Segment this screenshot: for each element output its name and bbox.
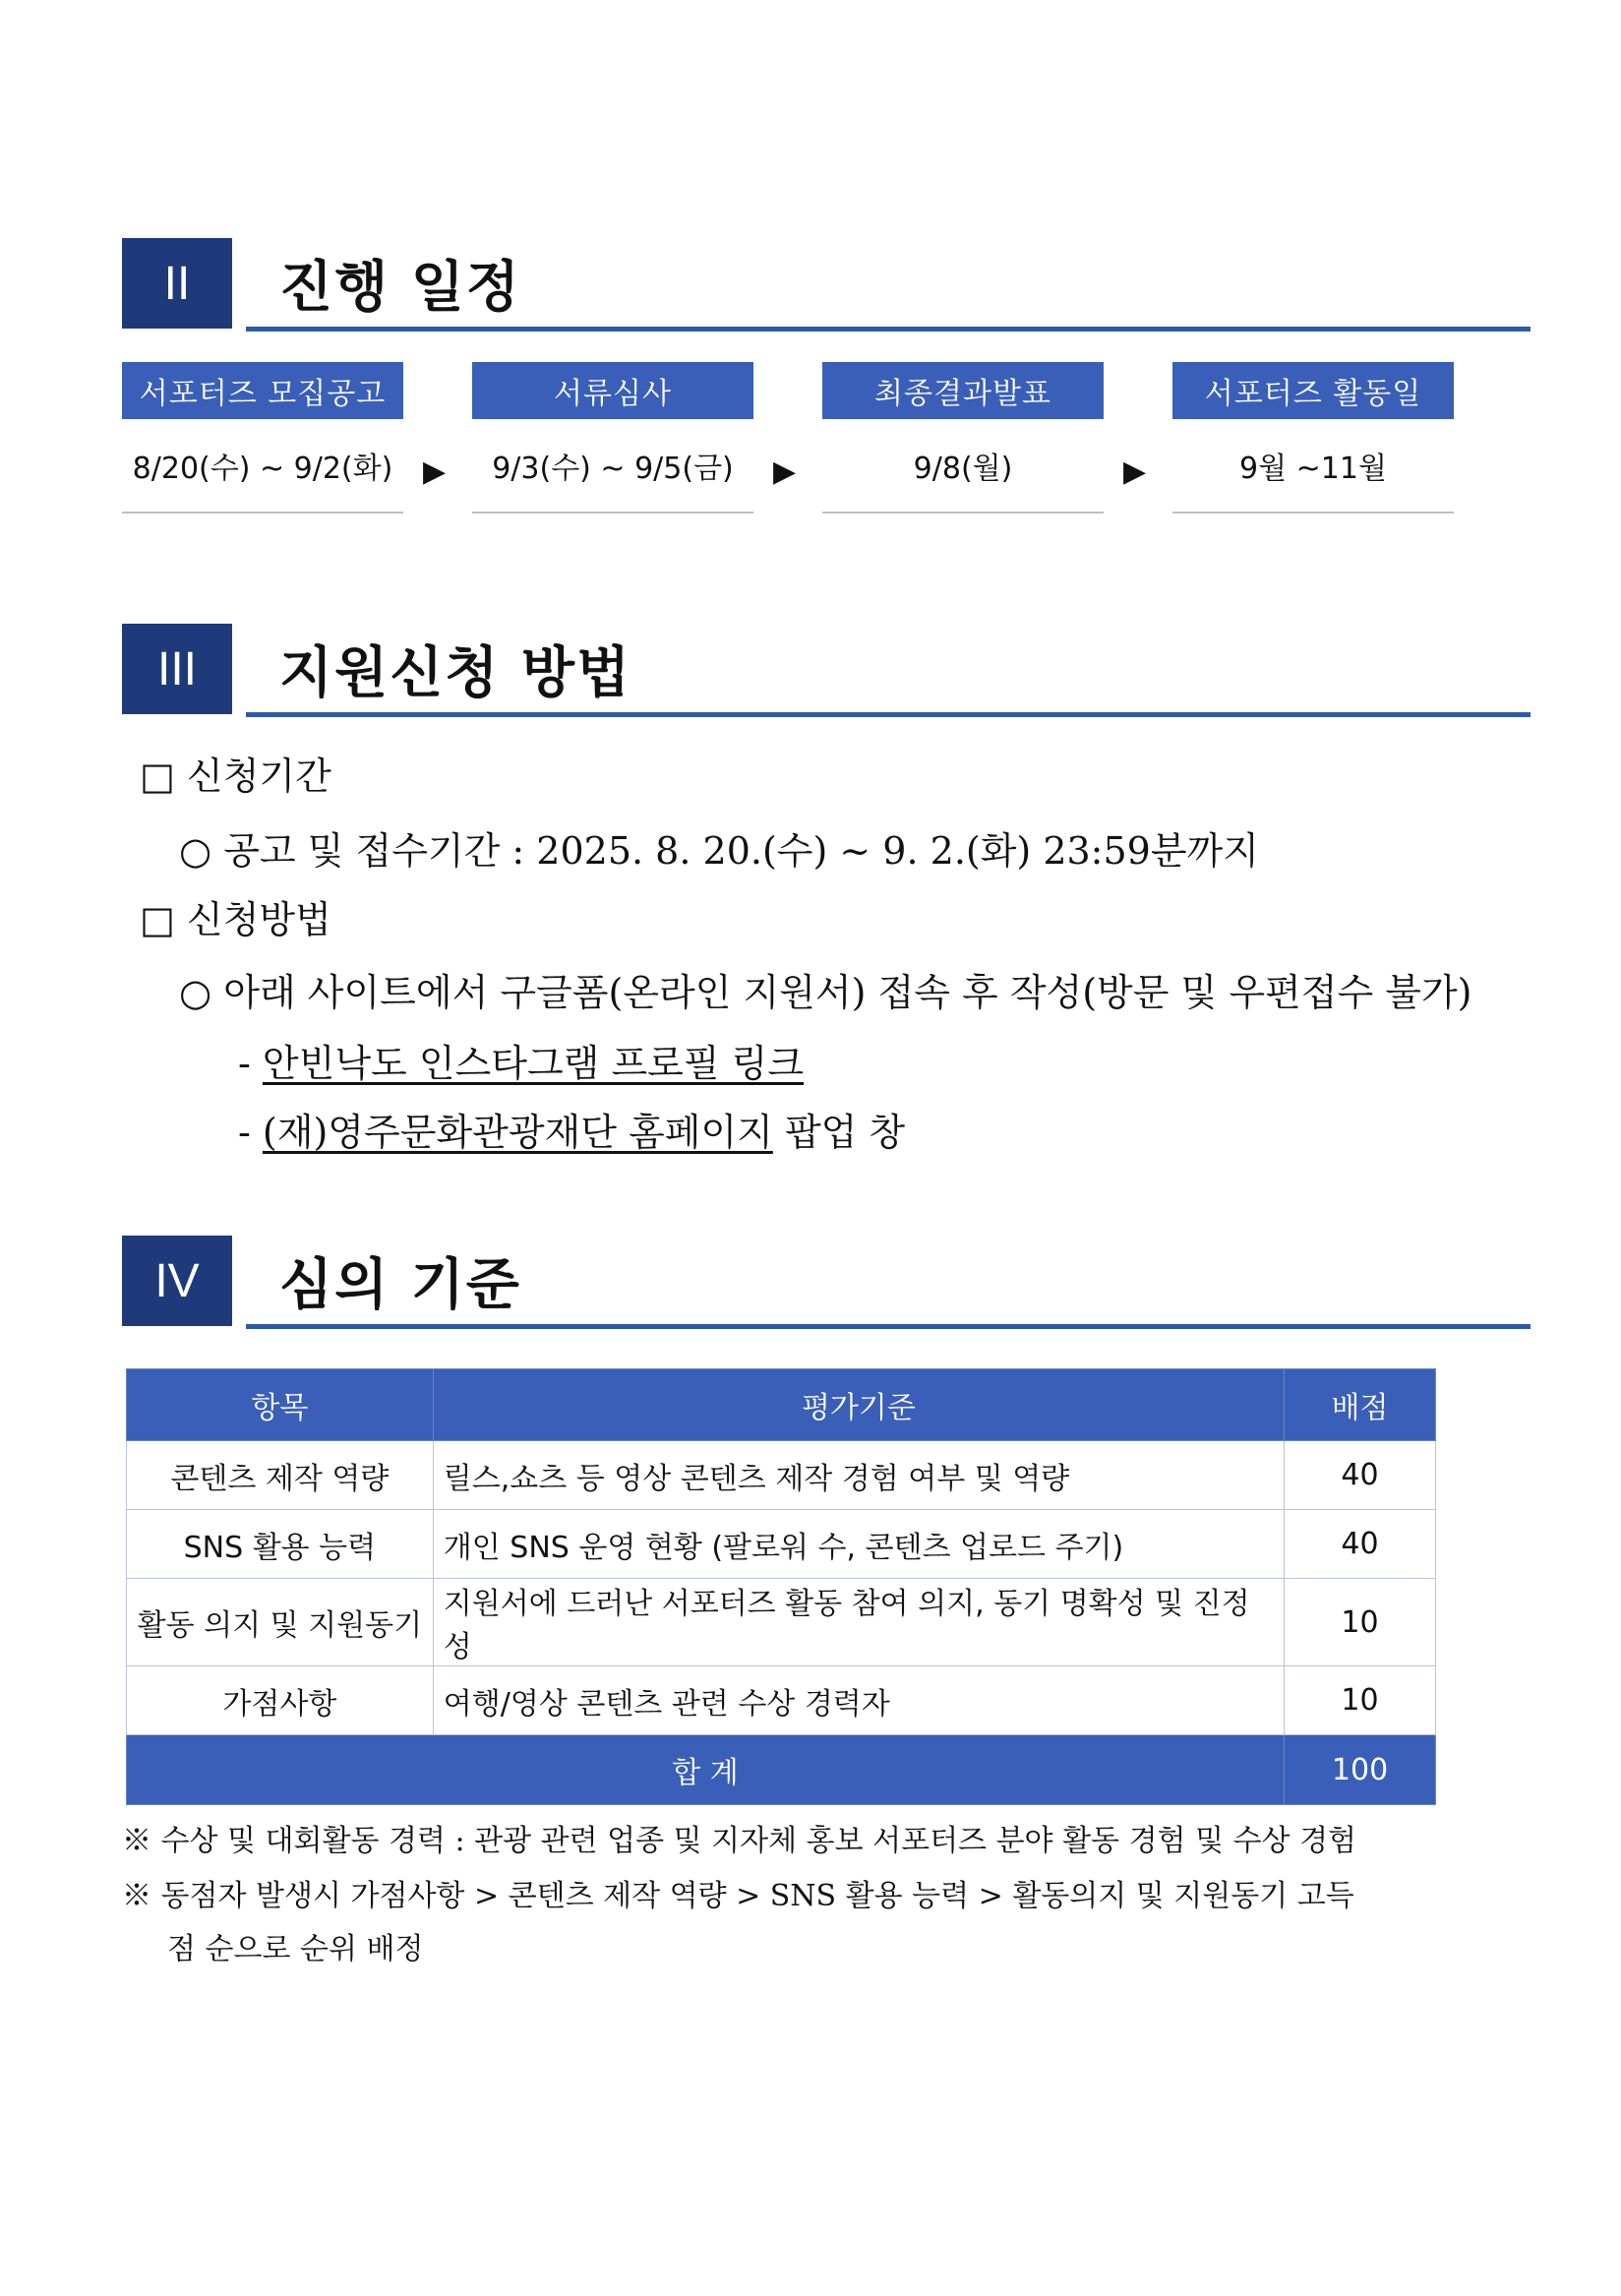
arrow-icon: ▶ bbox=[1123, 454, 1147, 489]
note-awards: ※ 수상 및 대회활동 경력 : 관광 관련 업종 및 지자체 홍보 서포터즈 분야 활동 경험 및 수상 경험 bbox=[122, 1824, 1357, 1858]
row-score: 10 bbox=[1285, 1666, 1436, 1735]
table-total-row bbox=[127, 1735, 1436, 1805]
sub-item-homepage bbox=[238, 1102, 905, 1156]
row-score: 10 bbox=[1285, 1579, 1436, 1666]
arrow-icon: ▶ bbox=[773, 454, 797, 489]
header-score: 배점 bbox=[1285, 1369, 1436, 1441]
schedule-step-2 bbox=[472, 362, 753, 514]
total-label: 합 계 bbox=[127, 1735, 1285, 1805]
popup-suffix: 팝업 창 bbox=[772, 1111, 906, 1154]
section-divider bbox=[246, 327, 1531, 332]
row-score: 40 bbox=[1285, 1510, 1436, 1579]
section-4-header bbox=[122, 1236, 1531, 1334]
row-criteria: 여행/영상 콘텐츠 관련 수상 경력자 bbox=[433, 1666, 1284, 1735]
row-item: 가점사항 bbox=[127, 1666, 434, 1735]
row-score: 40 bbox=[1285, 1441, 1436, 1510]
table-row bbox=[127, 1666, 1436, 1735]
section-title: 심의 기준 bbox=[279, 1253, 521, 1317]
row-item: 활동 의지 및 지원동기 bbox=[127, 1579, 434, 1666]
step-label: 서포터즈 모집공고 bbox=[122, 362, 403, 419]
schedule-step-4 bbox=[1172, 362, 1454, 514]
section-title: 지원신청 방법 bbox=[279, 641, 632, 705]
header-criteria: 평가기준 bbox=[433, 1369, 1284, 1441]
schedule-step-3 bbox=[822, 362, 1104, 514]
dash-prefix: - bbox=[238, 1111, 263, 1154]
section-2-header bbox=[122, 238, 1531, 336]
table-row bbox=[127, 1441, 1436, 1510]
step-date: 9/3(수) ~ 9/5(금) bbox=[472, 419, 753, 514]
section-number-badge: IV bbox=[122, 1236, 232, 1326]
sub-item-instagram bbox=[238, 1033, 804, 1087]
section-number-badge: II bbox=[122, 238, 232, 329]
row-item: 콘텐츠 제작 역량 bbox=[127, 1441, 434, 1510]
step-label: 서류심사 bbox=[472, 362, 753, 419]
table-row bbox=[127, 1579, 1436, 1666]
section-3-header bbox=[122, 624, 1531, 722]
note-tiebreak-cont: 점 순으로 순위 배정 bbox=[167, 1932, 424, 1966]
note-tiebreak: ※ 동점자 발생시 가점사항 > 콘텐츠 제작 역량 > SNS 활용 능력 > 활동의지 및 지원동기 고득 bbox=[122, 1879, 1354, 1913]
total-value: 100 bbox=[1285, 1735, 1436, 1805]
step-date: 8/20(수) ~ 9/2(화) bbox=[122, 419, 403, 514]
section-title: 진행 일정 bbox=[279, 256, 521, 320]
instagram-profile-link[interactable]: 안빈낙도 인스타그램 프로필 링크 bbox=[262, 1042, 805, 1085]
section-number-badge: III bbox=[122, 624, 232, 714]
period-item: ○ 공고 및 접수기간 : 2025. 8. 20.(수) ~ 9. 2.(화) 23:59분까지 bbox=[179, 829, 1259, 873]
row-criteria: 개인 SNS 운영 현황 (팔로워 수, 콘텐츠 업로드 주기) bbox=[433, 1510, 1284, 1579]
row-criteria: 릴스,쇼츠 등 영상 콘텐츠 제작 경험 여부 및 역량 bbox=[433, 1441, 1284, 1510]
method-item: ○ 아래 사이트에서 구글폼(온라인 지원서) 접속 후 작성(방문 및 우편접수 불가) bbox=[179, 971, 1472, 1014]
dash-prefix: - bbox=[238, 1042, 263, 1085]
section-divider bbox=[246, 712, 1531, 717]
header-item: 항목 bbox=[127, 1369, 434, 1441]
table-row bbox=[127, 1510, 1436, 1579]
table-header-row bbox=[127, 1369, 1436, 1441]
step-label: 서포터즈 활동일 bbox=[1172, 362, 1454, 419]
method-heading: □ 신청방법 bbox=[140, 898, 331, 941]
schedule-step-1 bbox=[122, 362, 403, 514]
step-label: 최종결과발표 bbox=[822, 362, 1104, 419]
row-criteria: 지원서에 드러난 서포터즈 활동 참여 의지, 동기 명확성 및 진정성 bbox=[433, 1579, 1284, 1666]
section-divider bbox=[246, 1324, 1531, 1329]
foundation-homepage-link[interactable]: (재)영주문화관광재단 홈페이지 bbox=[262, 1111, 773, 1154]
arrow-icon: ▶ bbox=[423, 454, 447, 489]
criteria-table bbox=[126, 1368, 1436, 1805]
period-heading: □ 신청기간 bbox=[140, 755, 331, 798]
step-date: 9월 ~11월 bbox=[1172, 419, 1454, 514]
step-date: 9/8(월) bbox=[822, 419, 1104, 514]
row-item: SNS 활용 능력 bbox=[127, 1510, 434, 1579]
